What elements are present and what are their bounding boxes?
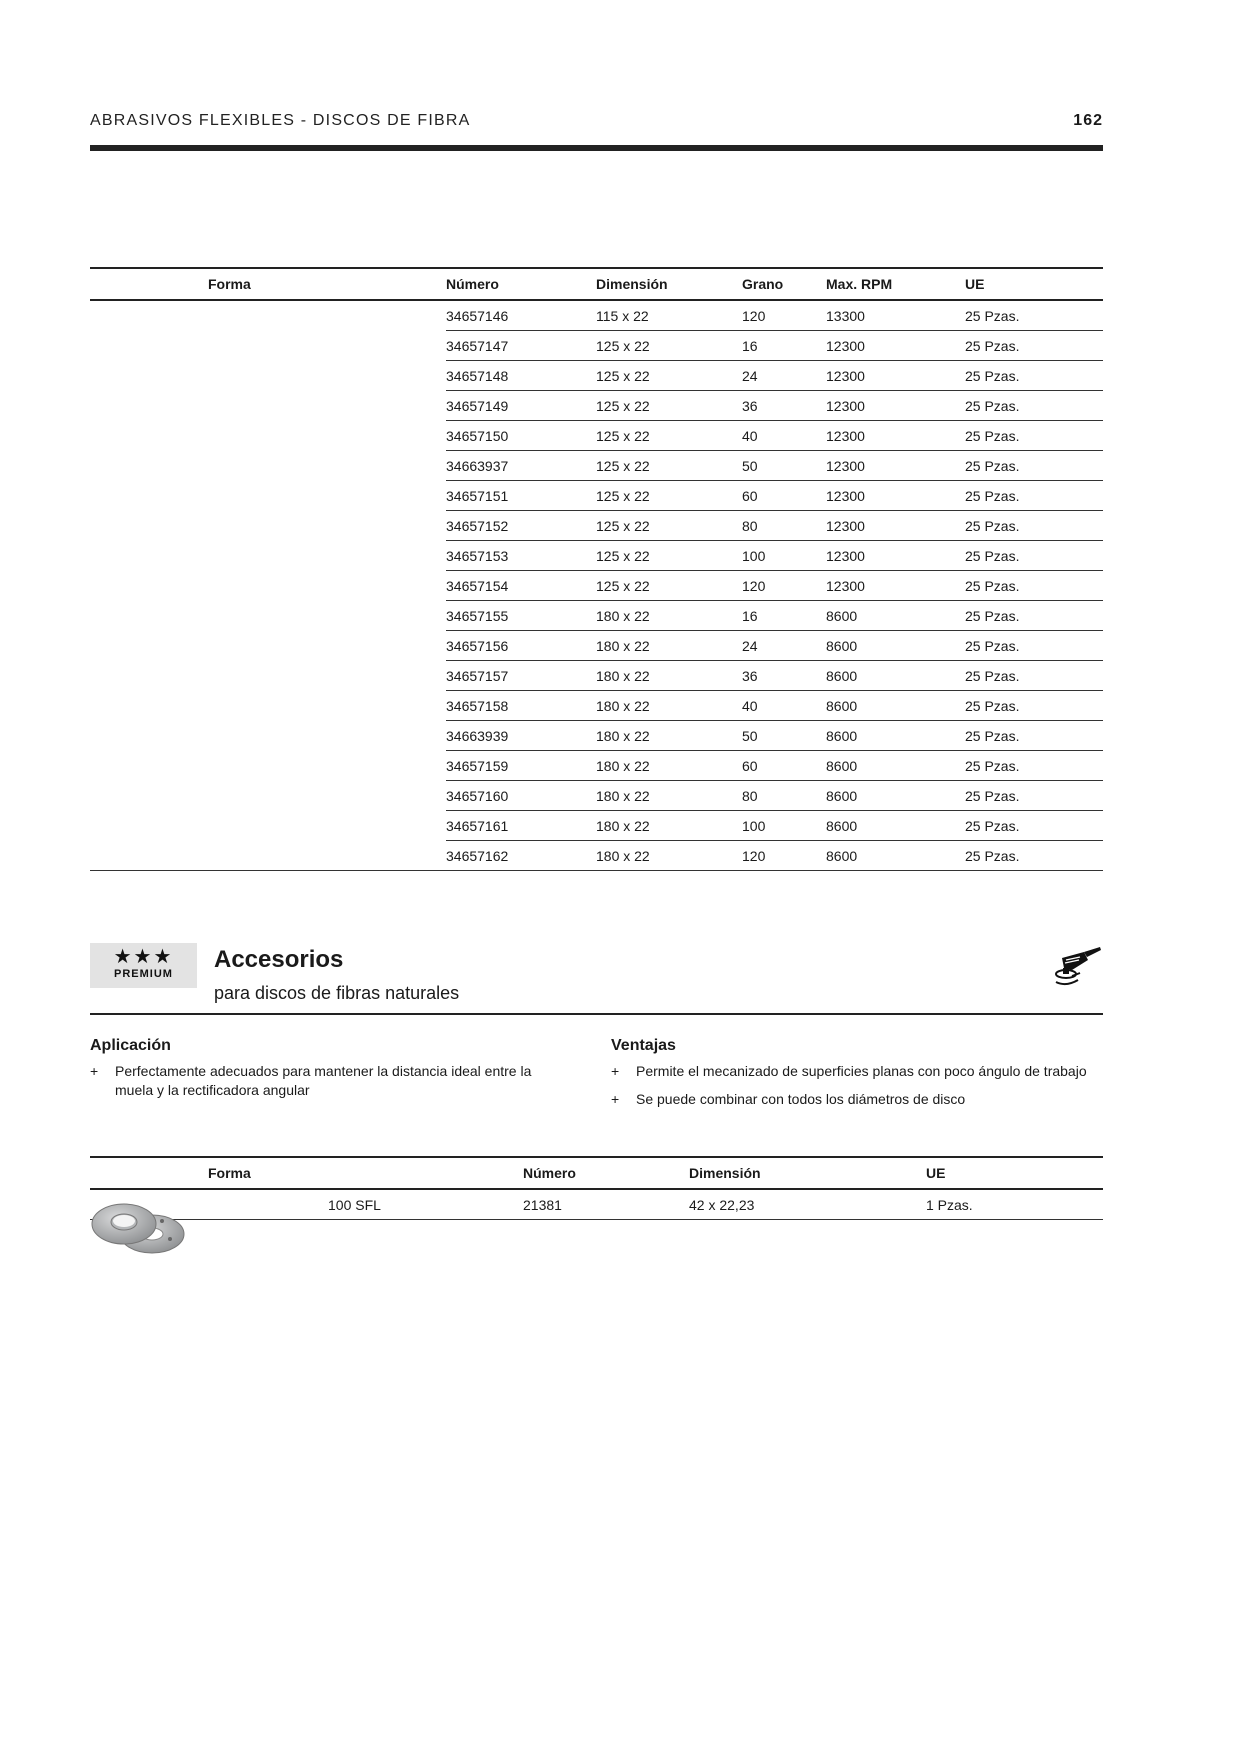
section-rule [90, 1013, 1103, 1015]
dimension-cell: 180 x 22 [596, 631, 742, 661]
header-rule [90, 145, 1103, 151]
grano-cell: 40 [742, 421, 826, 451]
grano-cell: 60 [742, 751, 826, 781]
ue-cell: 25 Pzas. [965, 481, 1103, 511]
col-max-rpm: Max. RPM [826, 268, 965, 300]
numero-cell: 34657152 [446, 511, 596, 541]
ventajas-list [611, 1062, 1091, 1118]
dimension-cell: 125 x 22 [596, 541, 742, 571]
col-numero: Número [523, 1157, 689, 1189]
plus-icon: + [611, 1091, 620, 1107]
ue-cell: 25 Pzas. [965, 841, 1103, 871]
col-dimension: Dimensión [596, 268, 742, 300]
table-row [90, 571, 1103, 601]
ue-cell: 25 Pzas. [965, 511, 1103, 541]
grano-cell: 60 [742, 481, 826, 511]
grano-cell: 50 [742, 451, 826, 481]
numero-cell: 34657146 [446, 300, 596, 331]
dimension-cell: 180 x 22 [596, 841, 742, 871]
table-row [90, 421, 1103, 451]
plus-icon: + [90, 1063, 99, 1079]
dimension-cell: 125 x 22 [596, 391, 742, 421]
grano-cell: 80 [742, 781, 826, 811]
premium-label: PREMIUM [114, 968, 173, 980]
table-header-row [90, 1157, 1103, 1189]
max-rpm-cell: 8600 [826, 721, 965, 751]
ue-cell: 25 Pzas. [965, 751, 1103, 781]
grano-cell: 120 [742, 571, 826, 601]
max-rpm-cell: 12300 [826, 541, 965, 571]
max-rpm-cell: 12300 [826, 331, 965, 361]
grano-cell: 16 [742, 601, 826, 631]
forma-cell [90, 691, 446, 721]
max-rpm-cell: 12300 [826, 391, 965, 421]
list-item-text: Permite el mecanizado de superficies planas con poco ángulo de trabajo [636, 1063, 1087, 1079]
dimension-cell: 125 x 22 [596, 511, 742, 541]
forma-image-cell [90, 1189, 328, 1220]
col-numero: Número [446, 268, 596, 300]
ue-cell: 25 Pzas. [965, 811, 1103, 841]
forma-cell [90, 751, 446, 781]
grano-cell: 24 [742, 631, 826, 661]
ue-cell: 25 Pzas. [965, 631, 1103, 661]
list-item [611, 1090, 1091, 1109]
ue-cell: 25 Pzas. [965, 691, 1103, 721]
ue-cell: 25 Pzas. [965, 781, 1103, 811]
forma-cell [90, 841, 446, 871]
table-row [90, 691, 1103, 721]
list-item [611, 1062, 1091, 1081]
max-rpm-cell: 8600 [826, 841, 965, 871]
table-row [90, 361, 1103, 391]
table-row [90, 781, 1103, 811]
forma-cell [90, 631, 446, 661]
forma-label: 100 SFL [328, 1189, 523, 1220]
plus-icon: + [611, 1063, 620, 1079]
numero-cell: 34657158 [446, 691, 596, 721]
grano-cell: 100 [742, 541, 826, 571]
numero-cell: 34657147 [446, 331, 596, 361]
max-rpm-cell: 8600 [826, 811, 965, 841]
grano-cell: 16 [742, 331, 826, 361]
ue-cell: 1 Pzas. [926, 1189, 1103, 1220]
forma-cell [90, 721, 446, 751]
accessory-table [90, 1156, 1103, 1220]
numero-cell: 34657156 [446, 631, 596, 661]
grano-cell: 50 [742, 721, 826, 751]
col-ue: UE [926, 1157, 1103, 1189]
aplicacion-list [90, 1062, 560, 1109]
forma-cell [90, 451, 446, 481]
max-rpm-cell: 12300 [826, 571, 965, 601]
max-rpm-cell: 12300 [826, 481, 965, 511]
forma-cell [90, 571, 446, 601]
numero-cell: 21381 [523, 1189, 689, 1220]
ue-cell: 25 Pzas. [965, 331, 1103, 361]
col-grano: Grano [742, 268, 826, 300]
washer-image [90, 1194, 186, 1256]
table-row [90, 511, 1103, 541]
dimension-cell: 125 x 22 [596, 331, 742, 361]
grano-cell: 36 [742, 661, 826, 691]
dimension-cell: 115 x 22 [596, 300, 742, 331]
dimension-cell: 125 x 22 [596, 451, 742, 481]
angle-grinder-icon [1054, 946, 1102, 988]
max-rpm-cell: 13300 [826, 300, 965, 331]
table-row [90, 300, 1103, 331]
grano-cell: 24 [742, 361, 826, 391]
dimension-cell: 180 x 22 [596, 661, 742, 691]
table-row [90, 1189, 1103, 1220]
table-row [90, 661, 1103, 691]
forma-cell [90, 361, 446, 391]
numero-cell: 34657149 [446, 391, 596, 421]
forma-cell [90, 511, 446, 541]
page-title: ABRASIVOS FLEXIBLES - DISCOS DE FIBRA [90, 112, 471, 129]
max-rpm-cell: 12300 [826, 451, 965, 481]
product-table-body [90, 300, 1103, 871]
grano-cell: 36 [742, 391, 826, 421]
table-row [90, 481, 1103, 511]
numero-cell: 34657150 [446, 421, 596, 451]
table-row [90, 601, 1103, 631]
max-rpm-cell: 12300 [826, 361, 965, 391]
numero-cell: 34657160 [446, 781, 596, 811]
dimension-cell: 125 x 22 [596, 361, 742, 391]
forma-cell [90, 481, 446, 511]
ue-cell: 25 Pzas. [965, 541, 1103, 571]
dimension-cell: 180 x 22 [596, 601, 742, 631]
max-rpm-cell: 12300 [826, 421, 965, 451]
ue-cell: 25 Pzas. [965, 421, 1103, 451]
list-item [90, 1062, 560, 1100]
table-row [90, 721, 1103, 751]
forma-cell [90, 601, 446, 631]
numero-cell: 34657159 [446, 751, 596, 781]
dimension-cell: 125 x 22 [596, 571, 742, 601]
dimension-cell: 180 x 22 [596, 751, 742, 781]
dimension-cell: 180 x 22 [596, 811, 742, 841]
ue-cell: 25 Pzas. [965, 451, 1103, 481]
premium-badge [90, 943, 197, 988]
numero-cell: 34657162 [446, 841, 596, 871]
section-subtitle: para discos de fibras naturales [214, 983, 460, 1003]
aplicacion-heading: Aplicación [90, 1037, 171, 1054]
grano-cell: 120 [742, 300, 826, 331]
ue-cell: 25 Pzas. [965, 601, 1103, 631]
forma-cell [90, 811, 446, 841]
numero-cell: 34657154 [446, 571, 596, 601]
table-row [90, 631, 1103, 661]
forma-cell [90, 661, 446, 691]
dimension-cell: 125 x 22 [596, 481, 742, 511]
forma-cell [90, 781, 446, 811]
ventajas-heading: Ventajas [611, 1037, 676, 1054]
forma-cell [90, 541, 446, 571]
ue-cell: 25 Pzas. [965, 571, 1103, 601]
section-title: Accesorios [214, 946, 344, 973]
ue-cell: 25 Pzas. [965, 300, 1103, 331]
numero-cell: 34657155 [446, 601, 596, 631]
max-rpm-cell: 12300 [826, 511, 965, 541]
col-dimension: Dimensión [689, 1157, 926, 1189]
max-rpm-cell: 8600 [826, 661, 965, 691]
star-icon: ★★★ [113, 946, 174, 968]
list-item-text: Se puede combinar con todos los diámetros de disco [636, 1091, 966, 1107]
table-header-row [90, 268, 1103, 300]
forma-cell [90, 391, 446, 421]
table-row [90, 751, 1103, 781]
dimension-cell: 180 x 22 [596, 691, 742, 721]
grano-cell: 80 [742, 511, 826, 541]
grano-cell: 120 [742, 841, 826, 871]
table-row [90, 331, 1103, 361]
table-row [90, 391, 1103, 421]
forma-cell [90, 331, 446, 361]
forma-cell [90, 421, 446, 451]
list-item-text: Perfectamente adecuados para mantener la distancia ideal entre la muela y la rectificadora angular [115, 1063, 532, 1098]
dimension-cell: 180 x 22 [596, 781, 742, 811]
col-ue: UE [965, 268, 1103, 300]
table-row [90, 541, 1103, 571]
table-row [90, 451, 1103, 481]
table-row [90, 811, 1103, 841]
col-forma: Forma [90, 268, 446, 300]
numero-cell: 34657148 [446, 361, 596, 391]
grano-cell: 100 [742, 811, 826, 841]
grano-cell: 40 [742, 691, 826, 721]
dimension-cell: 42 x 22,23 [689, 1189, 926, 1220]
max-rpm-cell: 8600 [826, 781, 965, 811]
col-forma-label [328, 1157, 523, 1189]
page-number: 162 [1073, 112, 1103, 129]
ue-cell: 25 Pzas. [965, 721, 1103, 751]
forma-cell [90, 300, 446, 331]
max-rpm-cell: 8600 [826, 601, 965, 631]
table-row [90, 841, 1103, 871]
product-table [90, 267, 1103, 871]
dimension-cell: 125 x 22 [596, 421, 742, 451]
ue-cell: 25 Pzas. [965, 361, 1103, 391]
numero-cell: 34657161 [446, 811, 596, 841]
dimension-cell: 180 x 22 [596, 721, 742, 751]
numero-cell: 34657153 [446, 541, 596, 571]
max-rpm-cell: 8600 [826, 691, 965, 721]
numero-cell: 34663939 [446, 721, 596, 751]
col-forma: Forma [90, 1157, 328, 1189]
ue-cell: 25 Pzas. [965, 391, 1103, 421]
page-header [90, 112, 1103, 138]
max-rpm-cell: 8600 [826, 751, 965, 781]
ue-cell: 25 Pzas. [965, 661, 1103, 691]
max-rpm-cell: 8600 [826, 631, 965, 661]
numero-cell: 34663937 [446, 451, 596, 481]
numero-cell: 34657151 [446, 481, 596, 511]
numero-cell: 34657157 [446, 661, 596, 691]
